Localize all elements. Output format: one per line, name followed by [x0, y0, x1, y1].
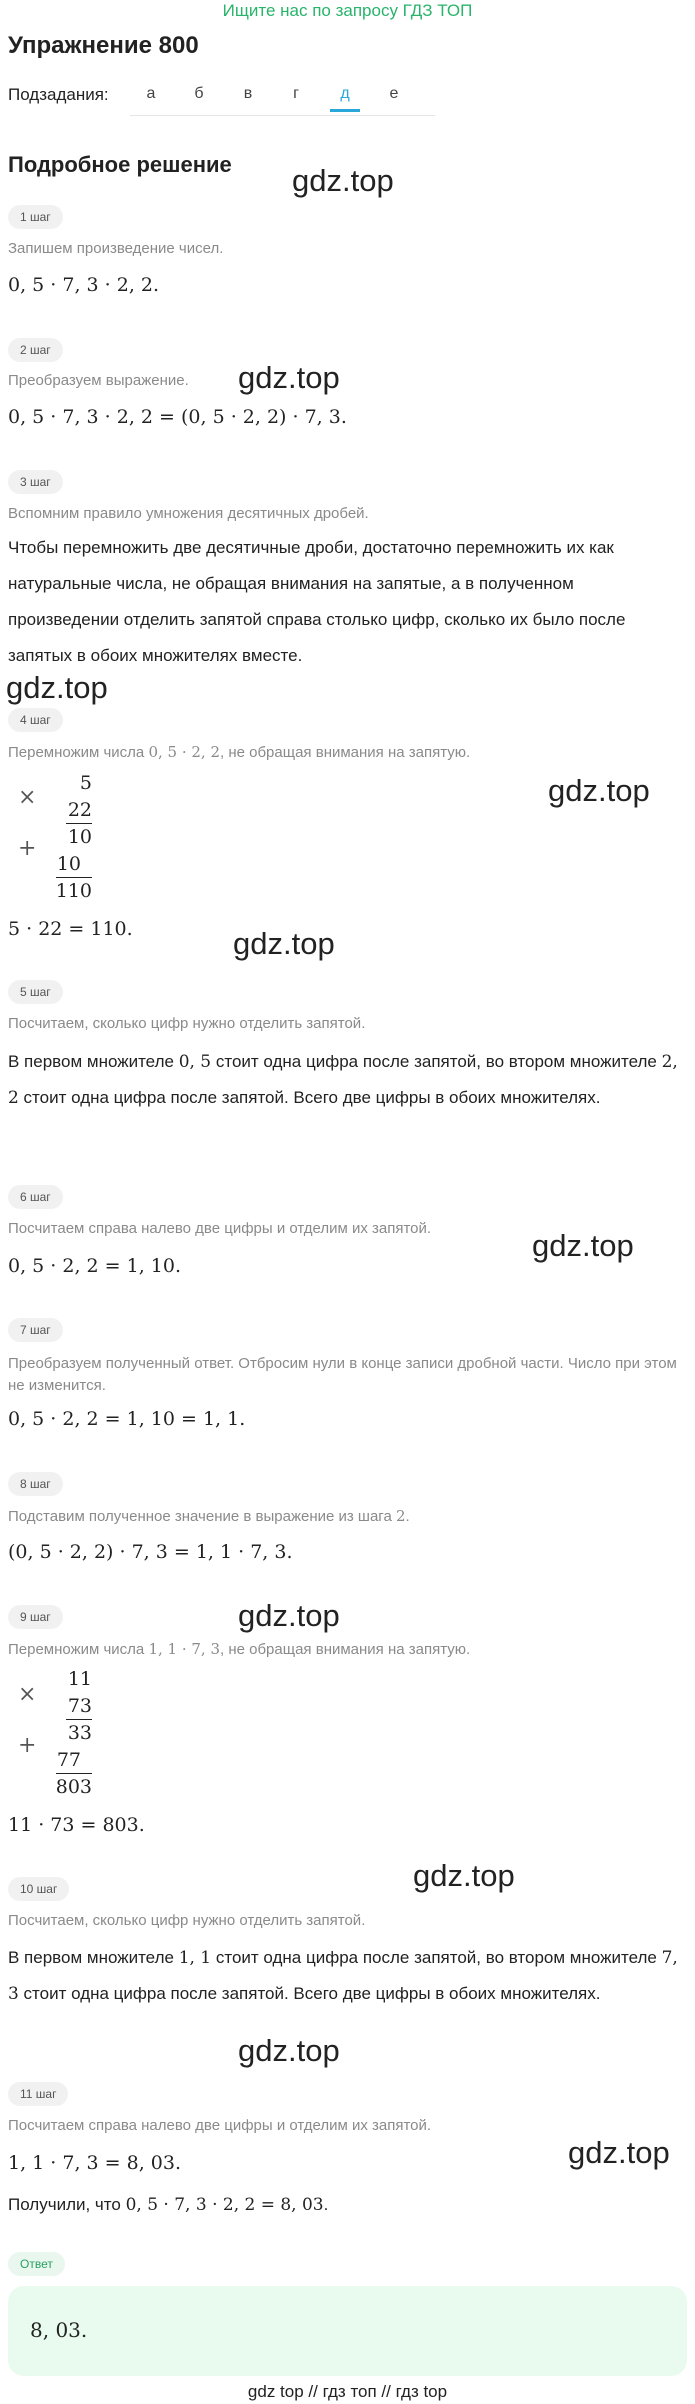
answer-value: 8, 03.	[30, 2318, 88, 2342]
plus-sign: +	[18, 836, 37, 861]
step-badge: 11 шаг	[8, 2082, 68, 2106]
step-note: Преобразуем полученный ответ. Отбросим нули в конце записи дробной части. Число при этом не изменится.	[8, 1355, 677, 1394]
tab-v[interactable]: в	[243, 85, 253, 102]
page-title: Упражнение 800	[8, 32, 199, 59]
subtasks-label: Подзадания:	[8, 85, 109, 104]
step-badge: 7 шаг	[8, 1318, 63, 1342]
column-operand: 5	[79, 772, 92, 794]
column-partial: 77	[56, 1749, 81, 1771]
inline-math: 0, 5 · 7, 3 · 2, 2 = 8, 03	[125, 2195, 324, 2215]
text-part: Получили, что	[8, 2195, 126, 2214]
times-sign: ×	[18, 1682, 37, 1707]
column-partial: 33	[67, 1722, 92, 1744]
text-part: стоит одна цифра после запятой, во втором множителе	[211, 1052, 662, 1071]
step-badge: 9 шаг	[8, 1605, 63, 1629]
step-badge: 3 шаг	[8, 470, 63, 494]
step-note: Посчитаем справа налево две цифры и отделим их запятой.	[8, 2117, 432, 2134]
step-badge: 1 шаг	[8, 205, 63, 229]
step-note: Посчитаем справа налево две цифры и отделим их запятой.	[8, 1220, 432, 1237]
times-sign: ×	[18, 785, 37, 810]
search-banner: Ищите нас по запросу ГДЗ ТОП	[222, 1, 473, 20]
watermark: gdz.top	[238, 2033, 340, 2068]
step-note: Посчитаем, сколько цифр нужно отделить запятой.	[8, 1912, 366, 1929]
footer-links: gdz top // гдз топ // гдз top	[247, 2382, 448, 2401]
column-rule	[66, 823, 92, 824]
conclusion-text	[8, 2190, 688, 2220]
step-note: Посчитаем, сколько цифр нужно отделить запятой.	[8, 1015, 366, 1032]
answer-box	[8, 2286, 687, 2376]
column-operand: 11	[67, 1668, 92, 1690]
column-result: 803	[55, 1776, 92, 1798]
text-part: В первом множителе	[8, 1052, 179, 1071]
note-text: Подставим полученное значение в выражение из шага	[8, 1508, 396, 1525]
text-part: В первом множителе	[8, 1948, 179, 1967]
step-badge: 8 шаг	[8, 1472, 63, 1496]
inline-math: 7, 3	[8, 1948, 678, 2004]
column-operand: 22	[67, 799, 92, 821]
step-math: 0, 5 · 7, 3 · 2, 2.	[8, 274, 160, 296]
inline-math: 2, 2	[8, 1052, 678, 1108]
watermark: gdz.top	[413, 1858, 515, 1893]
step-text	[8, 1044, 688, 1116]
step-math: (0, 5 · 2, 2) · 7, 3 = 1, 1 · 7, 3.	[8, 1541, 293, 1563]
step-math: 0, 5 · 2, 2 = 1, 10 = 1, 1.	[8, 1408, 246, 1430]
column-partial: 10	[67, 826, 92, 848]
watermark: gdz.top	[548, 773, 650, 808]
watermark: gdz.top	[238, 360, 340, 395]
tab-e[interactable]: е	[389, 85, 399, 102]
tab-d[interactable]: д	[330, 85, 360, 112]
rule-text: Чтобы перемножить две десятичные дроби, достаточно перемножить их как натуральные числа, не обращая внимания на запятые, а в полученном произведении отделить запятой справа столько цифр, сколько их было после запятых в обоих множителях вместе.	[8, 538, 626, 665]
step-badge: 10 шаг	[8, 1877, 69, 1901]
column-partial: 10	[56, 853, 81, 875]
step-text	[8, 1940, 688, 2012]
tabs-divider	[130, 115, 435, 116]
step-badge: 2 шаг	[8, 338, 63, 362]
step-math: 1, 1 · 7, 3 = 8, 03.	[8, 2152, 182, 2174]
step-badge: 6 шаг	[8, 1185, 63, 1209]
text-part: стоит одна цифра после запятой, во втором множителе	[211, 1948, 662, 1967]
inline-math: 0, 5	[178, 1052, 212, 1072]
step-badge: 5 шаг	[8, 980, 63, 1004]
watermark: gdz.top	[233, 926, 335, 961]
tab-g[interactable]: г	[293, 85, 299, 102]
section-title: Подробное решение	[8, 152, 232, 177]
step-note: Преобразуем выражение.	[8, 372, 189, 389]
inline-math: 1, 1	[178, 1948, 212, 1968]
column-result: 110	[55, 880, 92, 902]
watermark: gdz.top	[238, 1598, 340, 1633]
text-part: стоит одна цифра после запятой. Всего две цифры в обоих множителях.	[18, 1088, 601, 1107]
step-note	[8, 1640, 470, 1658]
note-text: , не обращая внимания на запятую.	[220, 1641, 471, 1658]
text-part: .	[323, 2195, 329, 2214]
column-rule	[56, 877, 92, 878]
step-note	[8, 1507, 410, 1525]
tab-a[interactable]: а	[146, 85, 156, 102]
note-text: , не обращая внимания на запятую.	[220, 744, 471, 761]
note-math: 2	[395, 1507, 406, 1525]
step-note: Запишем произведение чисел.	[8, 240, 224, 257]
watermark: gdz.top	[6, 670, 108, 705]
column-rule	[66, 1719, 92, 1720]
watermark: gdz.top	[568, 2135, 670, 2170]
text-part: стоит одна цифра после запятой. Всего две цифры в обоих множителях.	[18, 1984, 601, 2003]
column-operand: 73	[67, 1695, 92, 1717]
note-text: Перемножим числа	[8, 1641, 149, 1658]
answer-badge: Ответ	[8, 2252, 65, 2276]
note-text: Перемножим числа	[8, 744, 149, 761]
step-math: 11 · 73 = 803.	[8, 1814, 145, 1836]
note-text: .	[405, 1508, 410, 1525]
step-math: 0, 5 · 2, 2 = 1, 10.	[8, 1255, 182, 1277]
plus-sign: +	[18, 1733, 37, 1758]
column-rule	[56, 1773, 92, 1774]
note-math: 1, 1 · 7, 3	[148, 1640, 220, 1658]
step-badge: 4 шаг	[8, 708, 63, 732]
watermark: gdz.top	[532, 1228, 634, 1263]
step-math: 5 · 22 = 110.	[8, 918, 133, 940]
step-note: Вспомним правило умножения десятичных дробей.	[8, 505, 369, 522]
step-note	[8, 743, 470, 761]
step-math: 0, 5 · 7, 3 · 2, 2 = (0, 5 · 2, 2) · 7, 3.	[8, 406, 347, 428]
tab-b[interactable]: б	[194, 85, 204, 102]
watermark: gdz.top	[292, 163, 394, 198]
note-math: 0, 5 · 2, 2	[148, 743, 220, 761]
